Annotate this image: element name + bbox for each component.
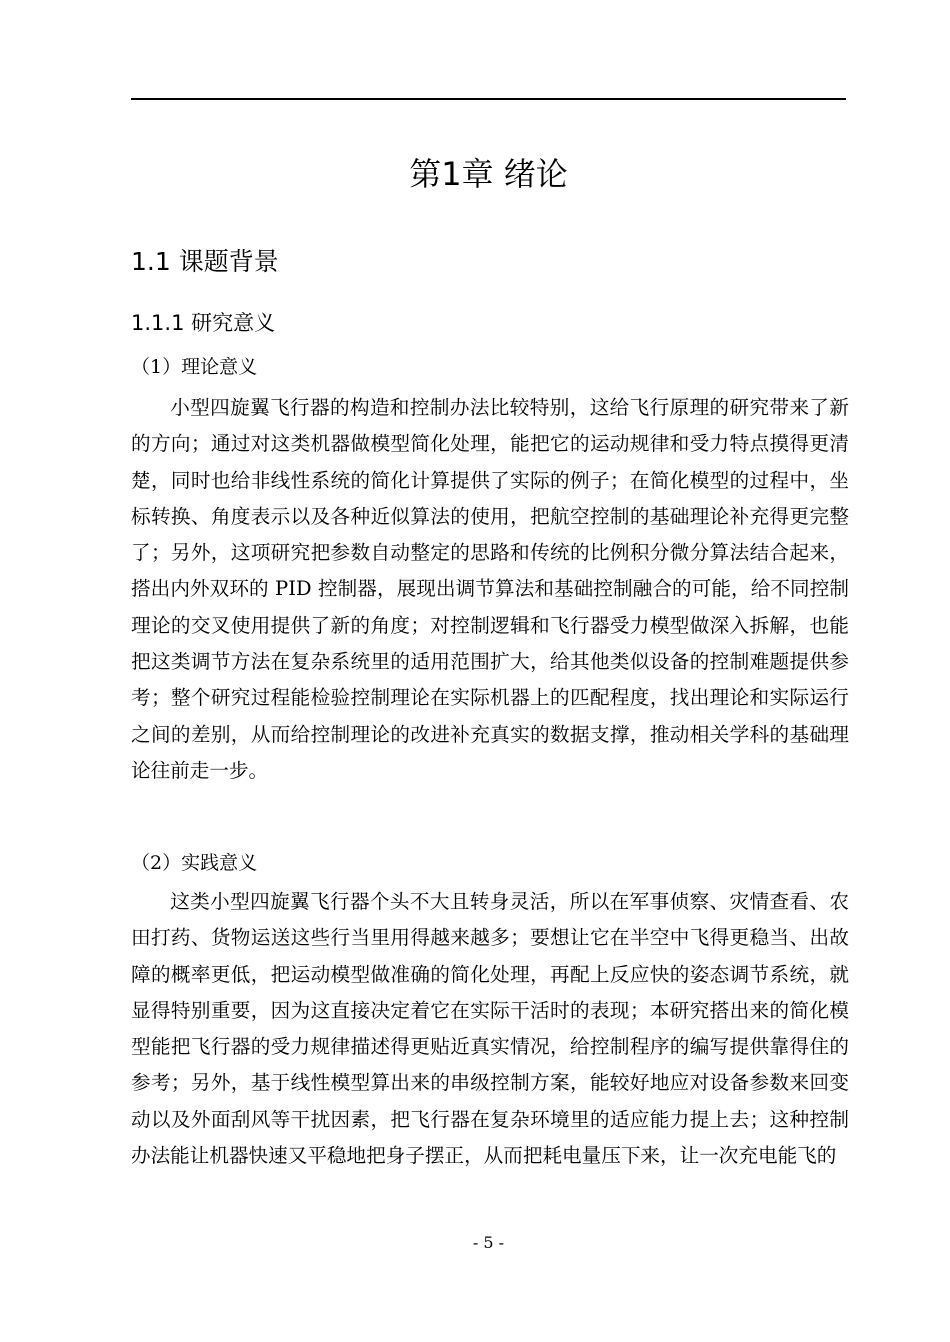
item-label-theory: （1）理论意义 — [131, 356, 258, 378]
paragraph-practice: 这类小型四旋翼飞行器个头不大且转身灵活，所以在军事侦察、灾情查看、农田打药、货物运送这些行当里用得越来越多；要想让它在半空中飞得更稳当、出故障的概率更低，把运动模型做准确的简化处理，再配上反应快的姿态调节系统，就显得特别重要，因为这直接决定着它在实际干活时的表现；本研究搭出来的简化模型能把飞行器的受力规律描述得更贴近真实情况，给控制程序的编写提供靠得住的参考；另外，基于线性模型算出来的串级控制方案，能较好地应对设备参数来回变动以及外面刮风等干扰因素，把飞行器在复杂环境里的适应能力提上去；这种控制办法能让机器快速又平稳地把身子摆正，从而把耗电量压下来，让一次充电能飞的 — [131, 890, 849, 1168]
page-number: - 5 - — [472, 1233, 505, 1252]
section-title: 1.1 课题背景 — [131, 247, 279, 276]
paragraph-theory: 小型四旋翼飞行器的构造和控制办法比较特别，这给飞行原理的研究带来了新的方向；通过对这类机器做模型简化处理，能把它的运动规律和受力特点摸得更清楚，同时也给非线性系统的简化计算提供了实际的例子；在简化模型的过程中，坐标转换、角度表示以及各种近似算法的使用，把航空控制的基础理论补充得更完整了；另外，这项研究把参数自动整定的思路和传统的比例积分微分算法结合起来，搭出内外双环的 PID 控制器，展现出调节算法和基础控制融合的可能，给不同控制理论的交叉使用提供了新的角度；对控制逻辑和飞行器受力模型做深入拆解，也能把这类调节方法在复杂系统里的适用范围扩大，给其他类似设备的控制难题提供参考；整个研究过程能检验控制理论在实际机器上的匹配程度，找出理论和实际运行之间的差别，从而给控制理论的改进补充真实的数据支撑，推动相关学科的基础理论往前走一步。 — [131, 396, 849, 782]
chapter-title: 第1章 绪论 — [409, 155, 568, 193]
item-label-practice: （2）实践意义 — [131, 852, 258, 874]
header-rule — [131, 98, 846, 100]
subsection-title: 1.1.1 研究意义 — [131, 311, 276, 335]
